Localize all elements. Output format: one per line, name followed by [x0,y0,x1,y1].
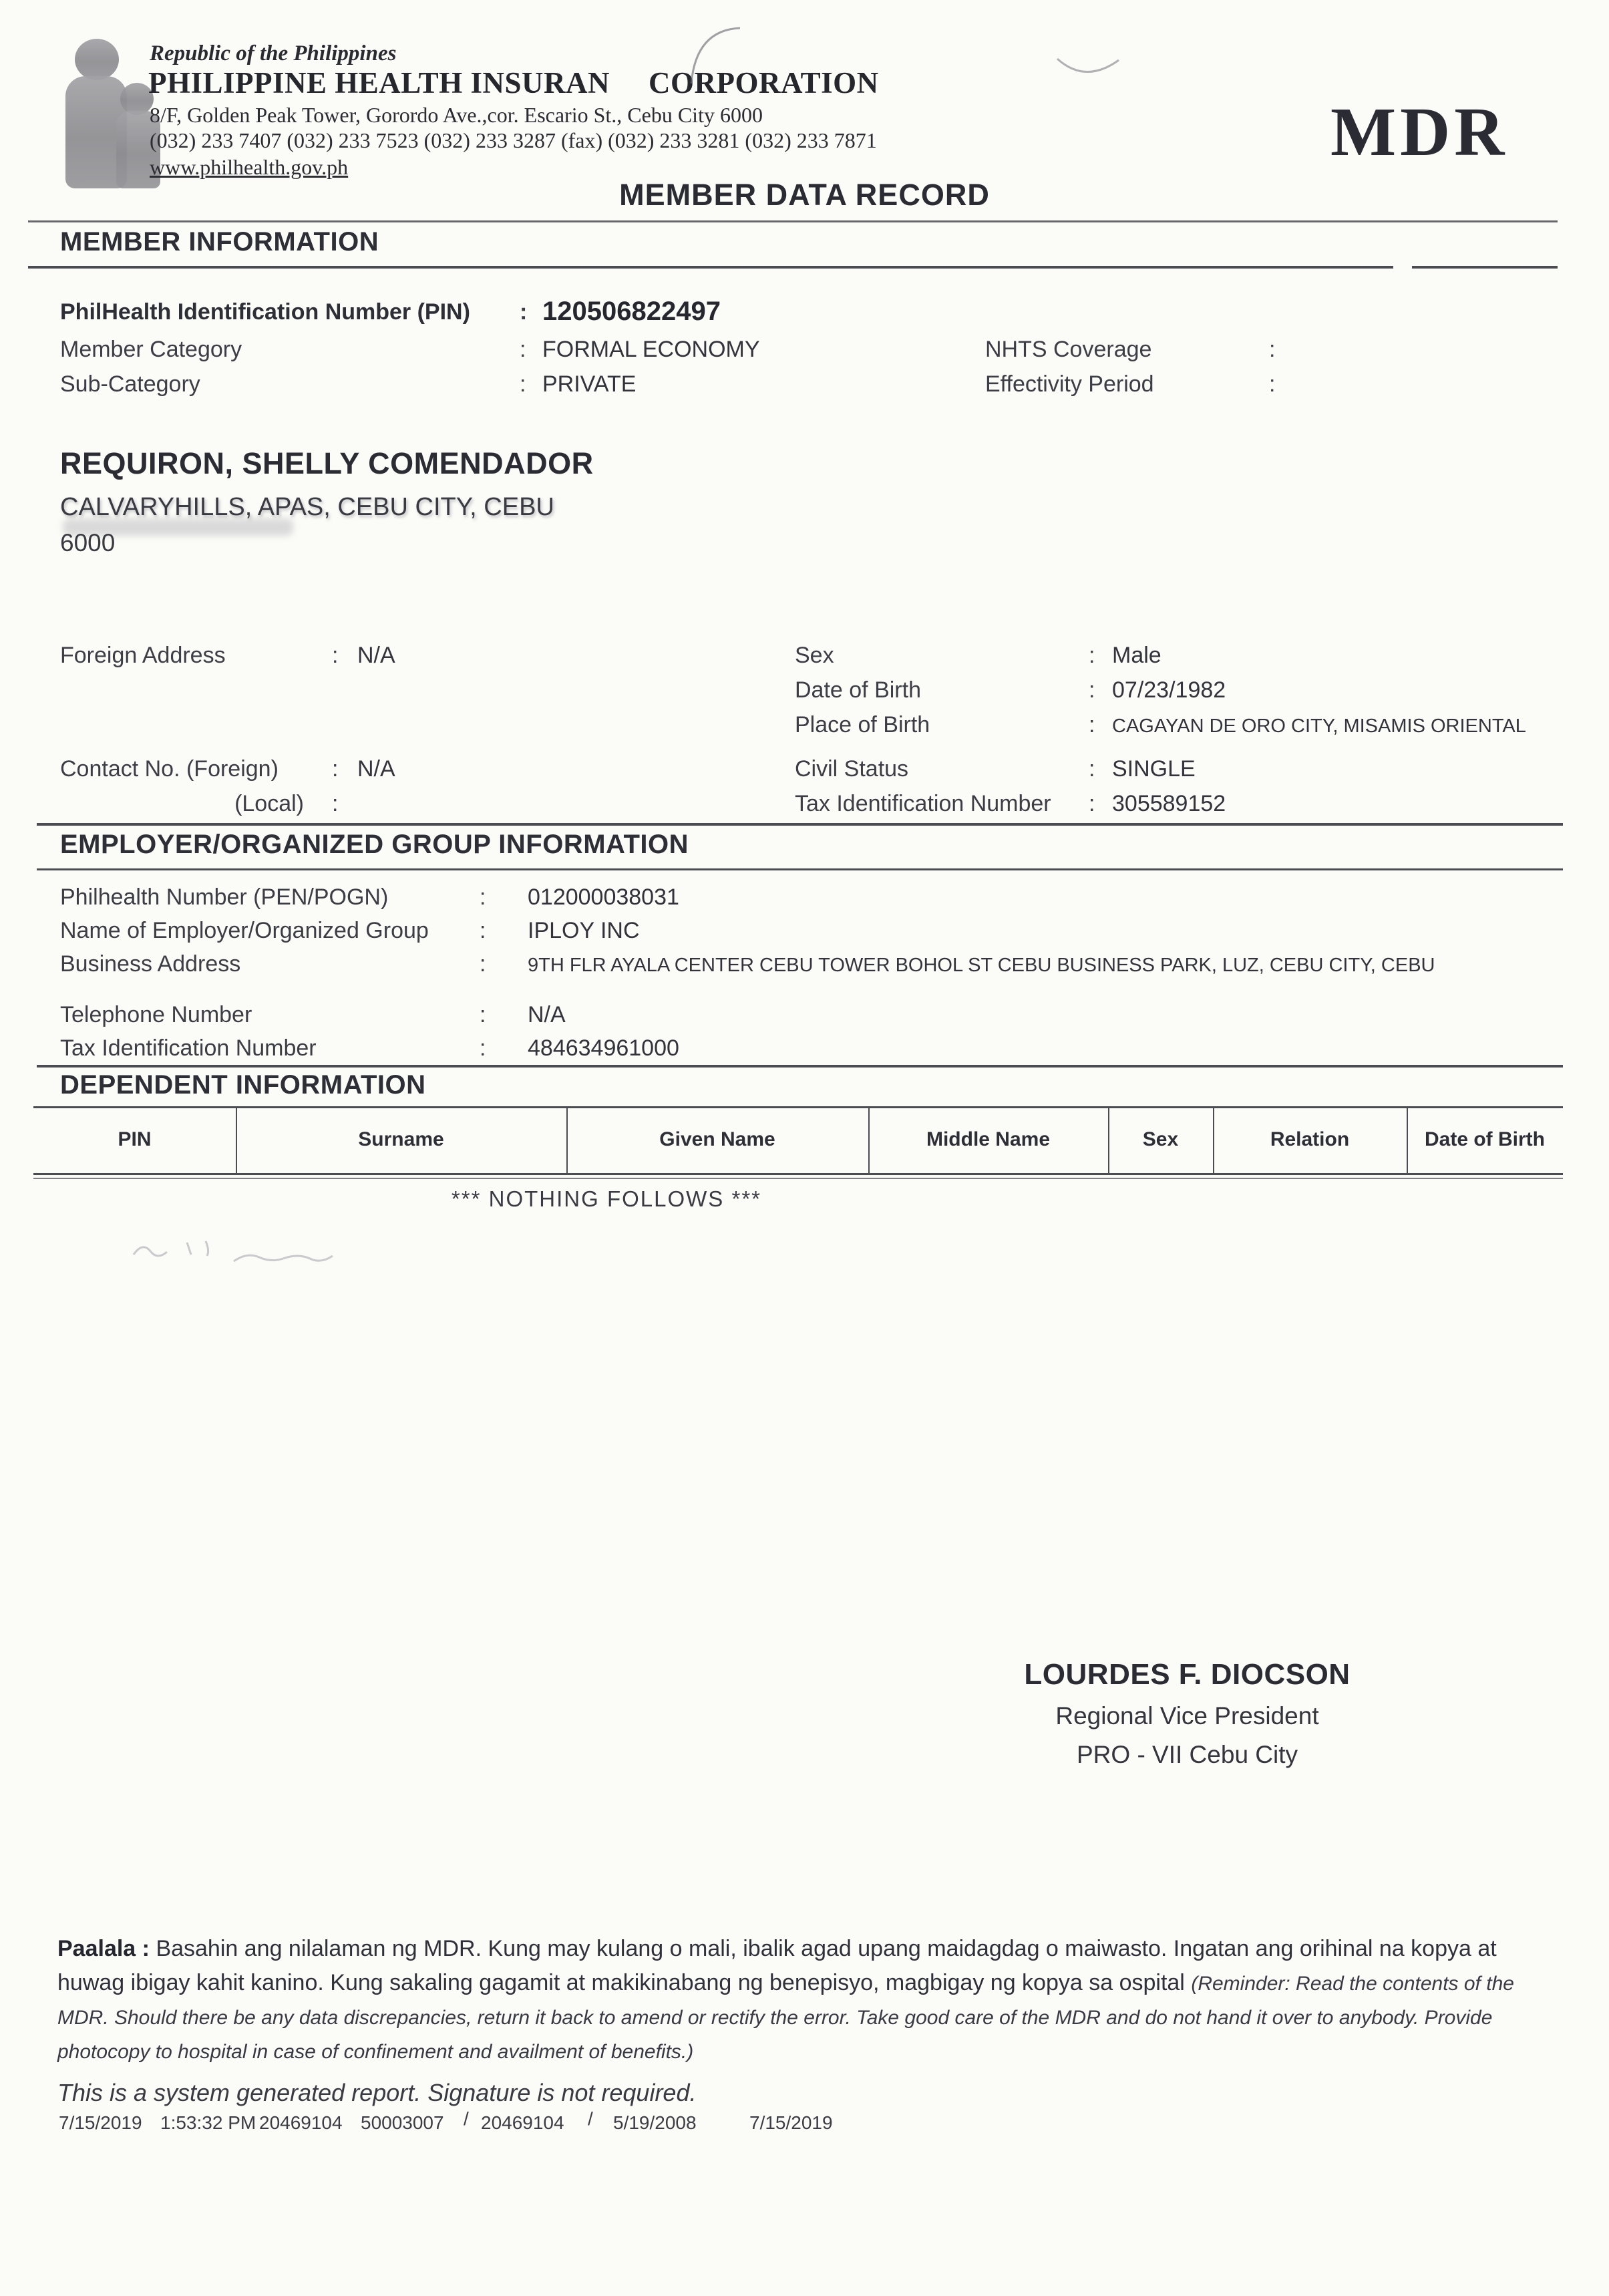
meta-slash: / [464,2108,469,2129]
dependent-info-section-title: DEPENDENT INFORMATION [60,1070,426,1100]
member-tin-value: 305589152 [1112,791,1226,816]
place-of-birth-row [0,712,1609,743]
business-address-row [0,951,1609,982]
effectivity-period-label: Effectivity Period [985,371,1154,397]
foreign-address-label: Foreign Address [60,643,226,668]
divider-below-employer-info [37,868,1563,870]
pin-value: 120506822497 [542,297,721,326]
meta-number-3: 20469104 [481,2112,564,2133]
column-header-given-name: Given Name [659,1128,775,1150]
column-header-sex: Sex [1142,1128,1179,1150]
colon: : [332,643,339,668]
column-header-relation: Relation [1270,1128,1350,1150]
nhts-coverage-label: NHTS Coverage [985,337,1152,362]
dependent-table-bottom-border [33,1173,1563,1175]
foreign-address-value: N/A [357,643,395,668]
colon: : [1269,337,1276,362]
signatory-name: LOURDES F. DIOCSON [1024,1658,1351,1691]
business-address-value: 9TH FLR AYALA CENTER CEBU TOWER BOHOL ST CEBU BUSINESS PARK, LUZ, CEBU CITY, CEBU [528,955,1435,976]
colon: : [480,884,486,910]
meta-date-3: 7/15/2019 [749,2112,833,2133]
table-column-divider [1108,1108,1109,1173]
contact-foreign-value: N/A [357,756,395,782]
civil-status-label: Civil Status [795,756,909,782]
member-tin-label: Tax Identification Number [795,791,1051,816]
colon: : [1089,712,1095,737]
sex-value: Male [1112,643,1161,668]
member-address-line2: 6000 [60,529,116,556]
signatory-office: PRO - VII Cebu City [1076,1741,1298,1768]
civil-status-value: SINGLE [1112,756,1196,782]
date-of-birth-label: Date of Birth [795,677,921,703]
organization-name-part2: CORPORATION [648,66,879,100]
column-header-surname: Surname [358,1128,444,1150]
colon: : [1089,791,1095,816]
employer-name-row [0,918,1609,949]
meta-number-1: 20469104 [259,2112,343,2133]
table-column-divider [1407,1108,1408,1173]
telephone-label: Telephone Number [60,1002,252,1027]
contact-foreign-label: Contact No. (Foreign) [60,756,279,782]
sub-category-value: PRIVATE [542,371,637,397]
meta-print-date: 7/15/2019 [59,2112,142,2133]
colon: : [520,299,528,325]
meta-slash: / [588,2108,593,2129]
colon: : [332,791,339,816]
telephone-row [0,1002,1609,1033]
foreign-address-row [0,643,1609,673]
system-generated-note: This is a system generated report. Signature is not required. [57,2079,697,2106]
nothing-follows-note: *** NOTHING FOLLOWS *** [451,1186,761,1211]
colon: : [520,337,526,362]
pen-value: 012000038031 [528,884,679,910]
colon: : [480,951,486,977]
employer-name-label: Name of Employer/Organized Group [60,918,429,943]
colon: : [1269,371,1276,397]
sub-category-row [0,371,1609,402]
dependent-table-bottom-border-ghost [33,1178,1563,1179]
telephone-value: N/A [528,1002,566,1027]
organization-name-part1: PHILIPPINE HEALTH INSURAN [148,66,610,100]
colon: : [1089,756,1095,782]
divider-above-employer-info [37,823,1563,826]
reminder-tagalog-text: Basahin ang nilalaman ng MDR. Kung may kulang o mali, ibalik agad upang maidagdag o maiwasto. Ingatan ang orihinal na kopya at huwag ibigay kahit kanino. Kung sakaling gagamit at makikinabang ng benepisyo, magbigay ng kopya sa ospital [57,1936,1497,1995]
organization-phones: (032) 233 7407 (032) 233 7523 (032) 233 3287 (fax) (032) 233 3281 (032) 233 7871 [150,128,877,152]
signatory-position: Regional Vice President [1055,1702,1319,1730]
contact-local-row [0,791,1609,822]
sex-label: Sex [795,643,834,668]
report-meta-row [0,2108,1609,2139]
scan-gap-artifact [1393,263,1412,271]
table-column-divider [1213,1108,1214,1173]
document-title: MEMBER DATA RECORD [619,178,990,212]
organization-address: 8/F, Golden Peak Tower, Gorordo Ave.,cor. Escario St., Cebu City 6000 [150,103,763,127]
pin-label: PhilHealth Identification Number (PIN) [60,299,470,325]
organization-name [148,65,879,100]
employer-tin-row [0,1035,1609,1066]
member-name: REQUIRON, SHELLY COMENDADOR [60,446,594,480]
divider-above-dependent-info [37,1065,1563,1068]
employer-tin-value: 484634961000 [528,1035,679,1061]
column-header-pin: PIN [118,1128,152,1150]
pin-row [0,299,1609,330]
employer-name-value: IPLOY INC [528,918,640,943]
reminder-label: Paalala : [57,1936,150,1961]
date-of-birth-row [0,677,1609,708]
colon: : [480,918,486,943]
divider-below-member-info [28,266,1558,269]
date-of-birth-value: 07/23/1982 [1112,677,1226,703]
philhealth-logo [49,39,163,191]
place-of-birth-value: CAGAYAN DE ORO CITY, MISAMIS ORIENTAL [1112,715,1526,737]
scan-smudge-handwriting [127,1229,474,1269]
contact-foreign-row [0,756,1609,787]
pen-row [0,884,1609,915]
colon: : [480,1035,486,1061]
meta-print-time: 1:53:32 PM [160,2112,256,2133]
republic-heading: Republic of the Philippines [150,41,397,65]
column-header-middle-name: Middle Name [926,1128,1051,1150]
business-address-label: Business Address [60,951,241,977]
meta-number-2: 50003007 [361,2112,444,2133]
table-column-divider [868,1108,870,1173]
colon: : [332,756,339,782]
table-column-divider [236,1108,237,1173]
scan-artifact-curve-right [1052,52,1125,86]
member-address-line1: CALVARYHILLS, APAS, CEBU CITY, CEBU [60,493,554,521]
mdr-watermark: MDR [1330,94,1509,170]
sub-category-label: Sub-Category [60,371,200,397]
column-header-date-of-birth: Date of Birth [1425,1128,1545,1150]
member-info-section-title: MEMBER INFORMATION [60,227,379,257]
pen-label: Philhealth Number (PEN/POGN) [60,884,389,910]
colon: : [520,371,526,397]
place-of-birth-label: Place of Birth [795,712,930,737]
organization-website-link: www.philhealth.gov.ph [150,155,349,179]
colon: : [480,1002,486,1027]
member-category-label: Member Category [60,337,242,362]
divider-above-member-info [28,220,1558,222]
employer-info-section-title: EMPLOYER/ORGANIZED GROUP INFORMATION [60,830,689,859]
colon: : [1089,677,1095,703]
colon: : [1089,643,1095,668]
contact-local-label: (Local) [234,791,304,816]
reminder-english-text: (Reminder: Read the contents of the MDR. Should there be any data discrepancies, return it back to amend or rectify the error. Take good care of the MDR and do not hand it over to anybody. Provide photocopy to hospital in case of confinement and availment of benefits.) [57,1973,1514,2063]
adult-figure-head-icon [75,39,119,80]
member-category-row [0,337,1609,367]
reminder-paragraph [57,1932,1537,2068]
meta-date-2: 5/19/2008 [613,2112,697,2133]
table-column-divider [566,1108,568,1173]
member-category-value: FORMAL ECONOMY [542,337,760,362]
employer-tin-label: Tax Identification Number [60,1035,317,1061]
